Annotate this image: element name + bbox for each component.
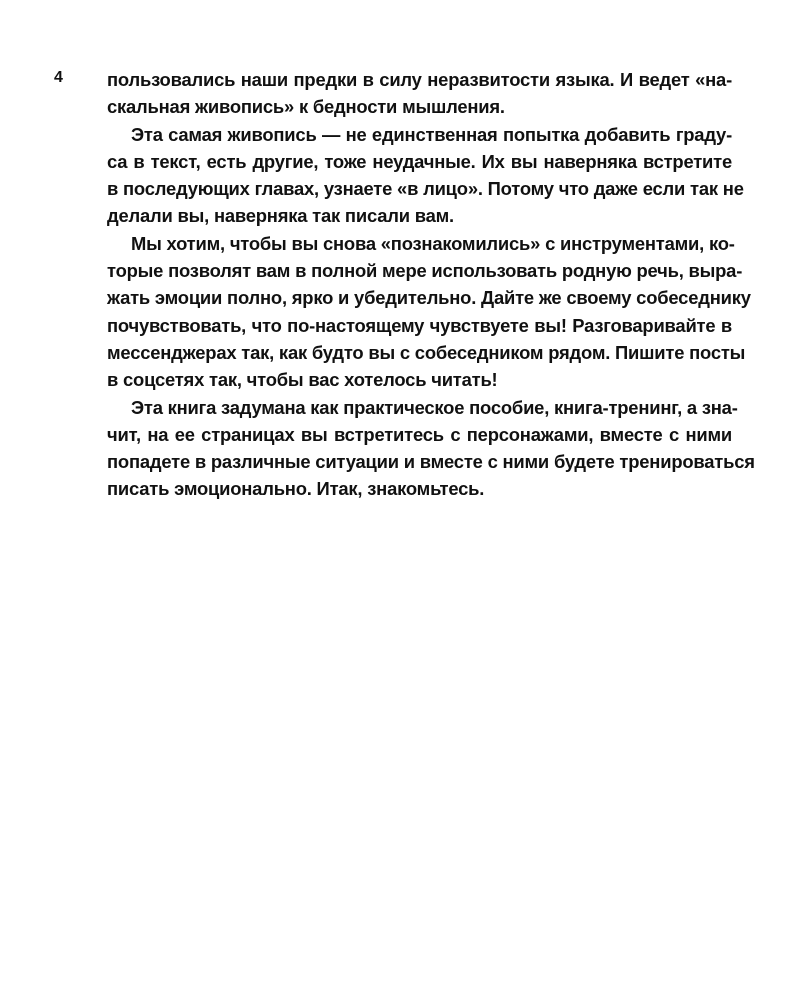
text-line: в соцсетях так, чтобы вас хотелось читать! <box>107 369 498 391</box>
text-line: пользовались наши предки в силу неразвитости языка. И ведет «на- <box>107 69 732 90</box>
text-line: торые позволят вам в полной мере использовать родную речь, выра- <box>107 260 743 282</box>
body-text <box>107 66 755 503</box>
text-line: делали вы, наверняка так писали вам. <box>107 205 454 227</box>
text-line: писать эмоционально. Итак, знакомьтесь. <box>107 478 485 500</box>
text-line: Эта самая живопись — не единственная попытка добавить граду- <box>131 123 732 145</box>
text-line: жать эмоции полно, ярко и убедительно. Дайте же своему собеседнику <box>107 287 751 309</box>
text-line: мессенджерах так, как будто вы с собеседником рядом. Пишите посты <box>107 341 746 363</box>
text-line: почувствовать, что по-настоящему чувствуете вы! Разговаривайте в <box>107 314 732 336</box>
text-line: чит, на ее страницах вы встретитесь с персонажами, вместе с ними <box>107 423 732 445</box>
text-line: попадете в различные ситуации и вместе с ними будете тренироваться <box>107 451 755 473</box>
text-line: Эта книга задумана как практическое пособие, книга-тренинг, а зна- <box>131 396 738 418</box>
page-number: 4 <box>54 69 63 86</box>
text-line: скальная живопись» к бедности мышления. <box>107 96 505 118</box>
text-line: са в текст, есть другие, тоже неудачные. Их вы наверняка встретите <box>107 150 732 172</box>
text-line: в последующих главах, узнаете «в лицо». Потому что даже если так не <box>107 178 744 200</box>
text-line: Мы хотим, чтобы вы снова «познакомились» с инструментами, ко- <box>131 232 735 254</box>
